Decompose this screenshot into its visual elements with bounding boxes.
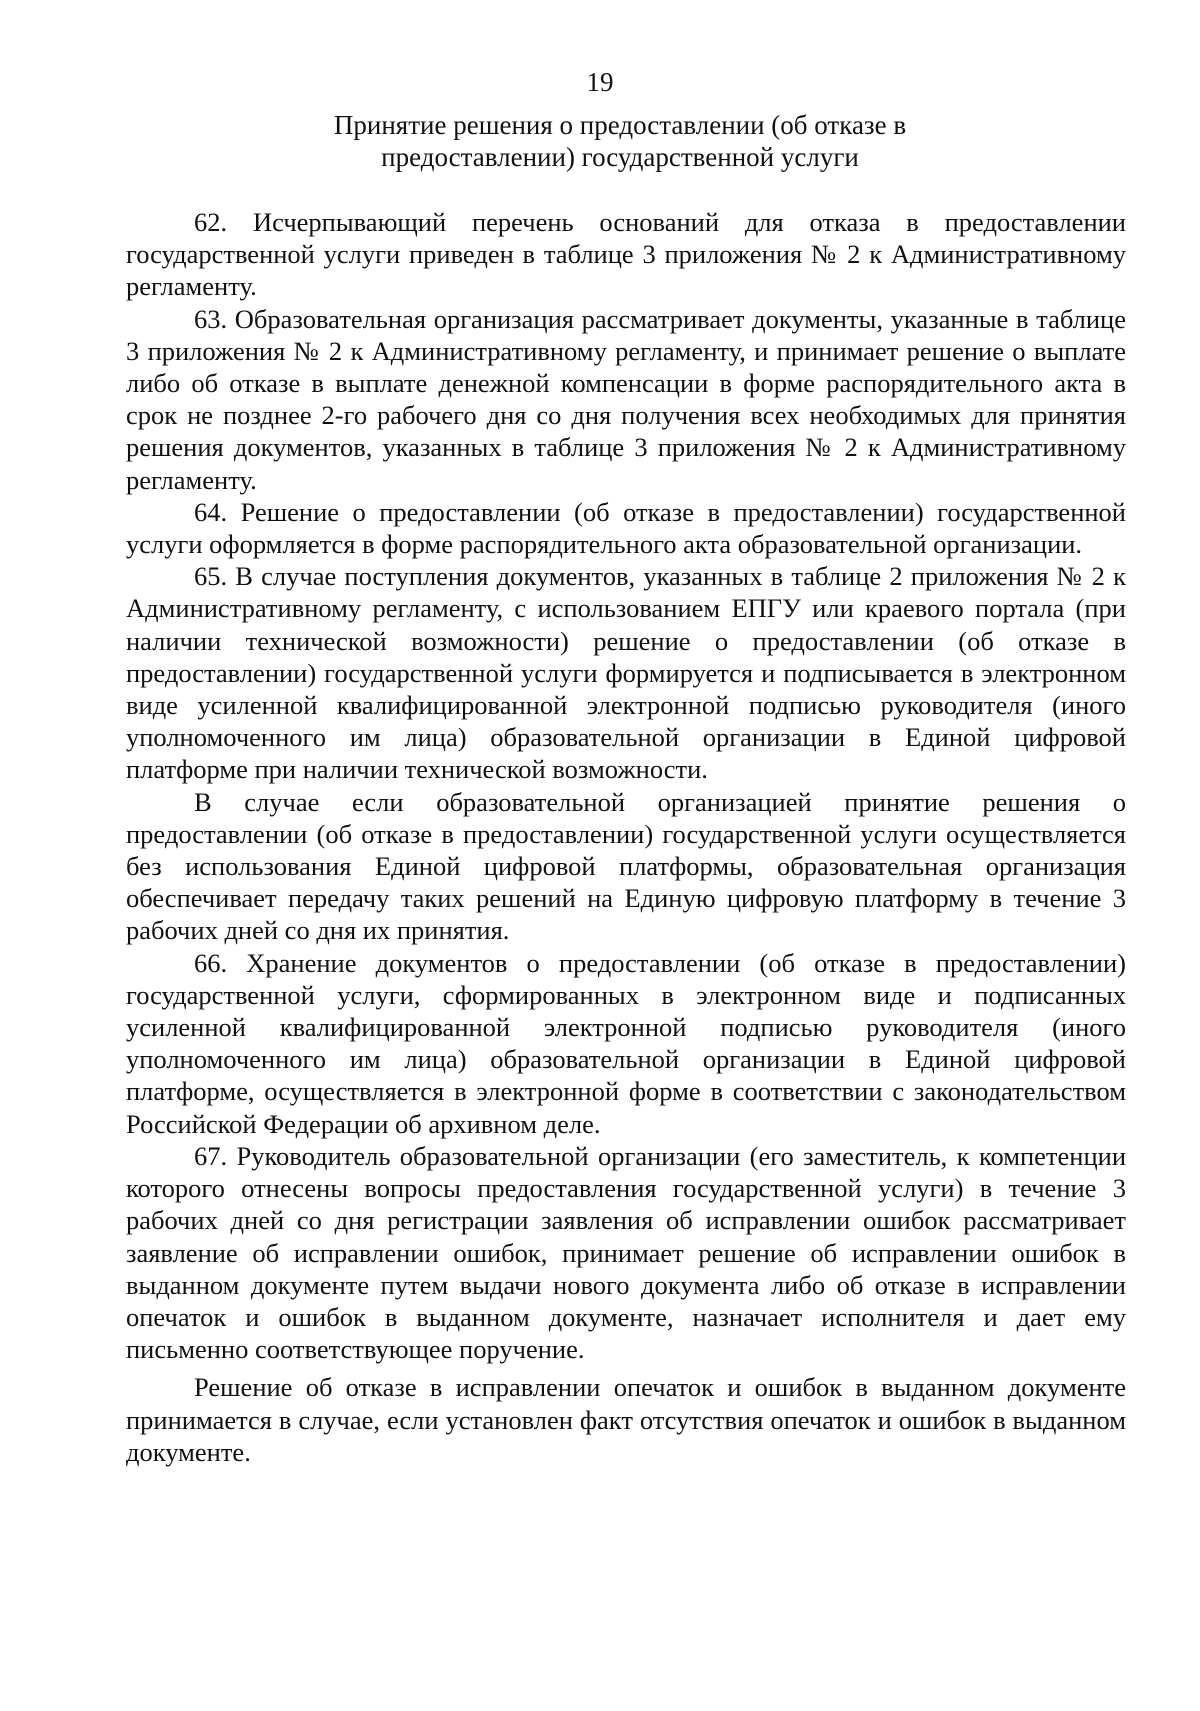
paragraph-63: 63. Образовательная организация рассматривает документы, указанные в таблице 3 приложения № 2 к Административному регламенту, и принимает решение о выплате либо об отказе в выплате денежной компенсации в форме распорядительного акта в срок не позднее 2-го рабочего дня со дня получения всех необходимых для принятия решения документов, указанных в таблице 3 приложения № 2 к Административному регламенту.: [126, 303, 1126, 495]
paragraph-62: 62. Исчерпывающий перечень оснований для отказа в предоставлении государственной услуги приведен в таблице 3 приложения № 2 к Административному регламенту.: [126, 207, 1126, 302]
document-body: [126, 206, 1126, 1468]
section-title: Принятие решения о предоставлении (об отказе в предоставлении) государственной услуги: [333, 110, 907, 172]
paragraph-67: 67. Руководитель образовательной организации (его заместитель, к компетенции которого отнесены вопросы предоставления государственной услуги) в течение 3 рабочих дней со дня регистрации заявления об исправлении ошибок рассматривает заявление об исправлении ошибок, принимает решение об исправлении ошибок в выданном документе путем выдачи нового документа либо об отказе в исправлении опечаток и ошибок в выданном документе, назначает исполнителя и дает ему письменно соответствующее поручение.: [126, 1140, 1126, 1365]
paragraph-66: 66. Хранение документов о предоставлении (об отказе в предоставлении) государственной услуги, сформированных в электронном виде и подписанных усиленной квалифицированной электронной подписью руководителя (иного уполномоченного им лица) образовательной организации в Единой цифровой платформе, осуществляется в электронной форме в соответствии с законодательством Российской Федерации об архивном деле.: [126, 947, 1126, 1139]
paragraph-65-continued: В случае если образовательной организацией принятие решения о предоставлении (об отказе в предоставлении) государственной услуги осуществляется без использования Единой цифровой платформы, образовательная организация обеспечивает передачу таких решений на Единую цифровую платформу в течение 3 рабочих дней со дня их принятия.: [126, 786, 1126, 946]
paragraph-65: 65. В случае поступления документов, указанных в таблице 2 приложения № 2 к Административному регламенту, с использованием ЕПГУ или краевого портала (при наличии технической возможности) решение о предоставлении (об отказе в предоставлении) государственной услуги формируется и подписывается в электронном виде усиленной квалифицированной электронной подписью руководителя (иного уполномоченного им лица) образовательной организации в Единой цифровой платформе при наличии технической возможности.: [126, 561, 1126, 785]
page-number: 19: [586, 67, 614, 97]
paragraph-64: 64. Решение о предоставлении (об отказе в предоставлении) государственной услуги оформляется в форме распорядительного акта образовательной организации.: [126, 496, 1126, 560]
paragraph-67-continued: Решение об отказе в исправлении опечаток и ошибок в выданном документе принимается в случае, если установлен факт отсутствия опечаток и ошибок в выданном документе.: [126, 1372, 1126, 1467]
